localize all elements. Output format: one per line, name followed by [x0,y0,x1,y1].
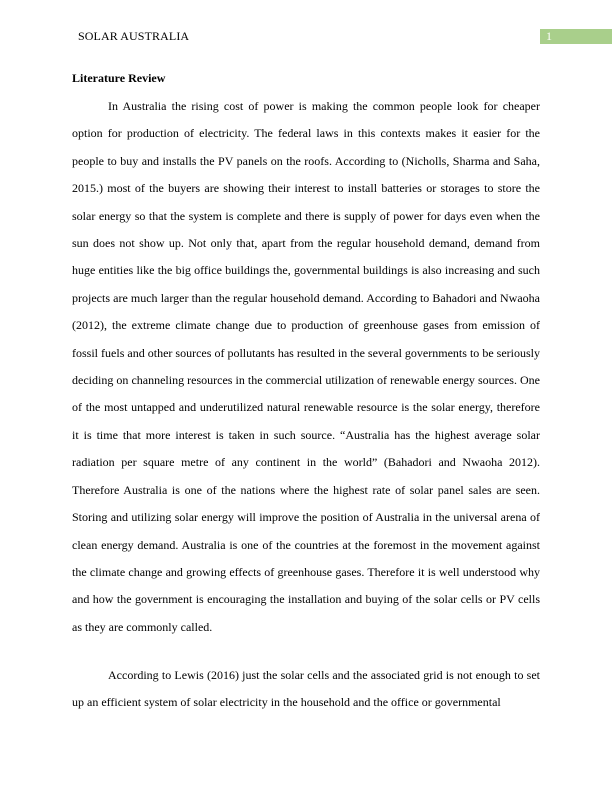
body-paragraph-2: According to Lewis (2016) just the solar cells and the associated grid is not enough to set up an efficient system of solar electricity in the household and the office or governmental [72,668,540,710]
body-paragraph-1: In Australia the rising cost of power is making the common people look for cheaper option for production of electricity. The federal laws in this contexts makes it easier for the people to buy and installs the PV panels on the roofs. According to (Nicholls, Sharma and Saha, 2015.) most of the buyers are showing their interest to install batteries or storages to store the solar energy so that the system is complete and there is supply of power for days even when the sun does not show up. Not only that, apart from the regular household demand, demand from huge entities like the big office buildings the, governmental buildings is also increasing and such projects are much larger than the regular household demand. According to Bahadori and Nwaoha (2012), the extreme climate change due to production of greenhouse gases from emission of fossil fuels and other sources of pollutants has resulted in the several governments to be seriously deciding on channeling resources in the commercial utilization of renewable energy sources. One of the most untapped and underutilized natural renewable resource is the solar energy, therefore it is time that more interest is taken in such source. “Australia has the highest average solar radiation per square metre of any continent in the world” (Bahadori and Nwaoha 2012). Therefore Australia is one of the nations where the highest rate of solar panel sales are seen. Storing and utilizing solar energy will improve the position of Australia in the universal arena of clean energy demand. Australia is one of the countries at the foremost in the movement against the climate change and growing effects of greenhouse gases. Therefore it is well understood why and how the government is encouraging the installation and buying of the solar cells or PV cells as they are commonly called. [72,99,540,634]
page-number-badge [540,29,612,44]
section-heading: Literature Review [72,71,166,85]
page-number: 1 [546,29,552,43]
running-head: SOLAR AUSTRALIA [78,29,190,43]
